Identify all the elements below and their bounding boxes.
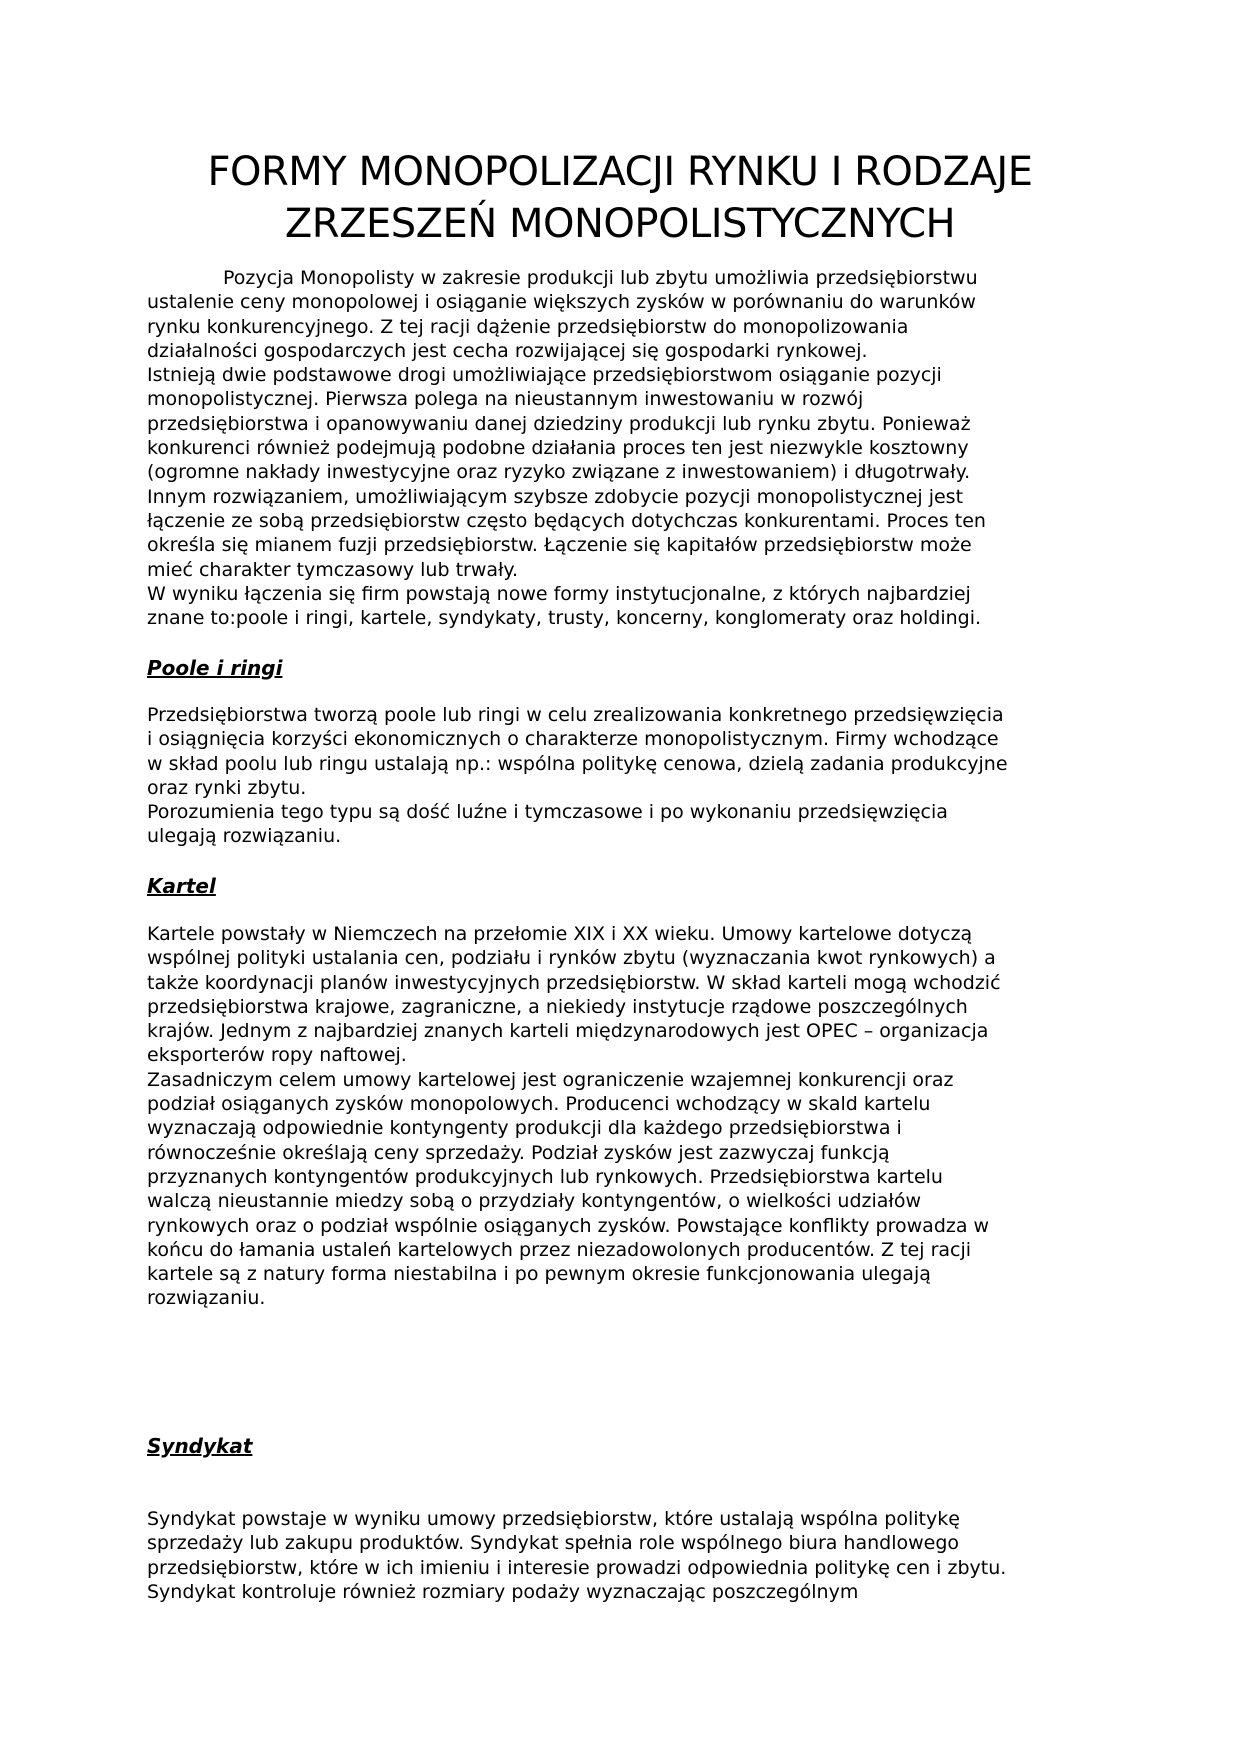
text-line: równocześnie określają ceny sprzedaży. Podział zysków jest zazwyczaj funkcją bbox=[147, 1141, 890, 1164]
text-line: W wyniku łączenia się firm powstają nowe formy instytucjonalne, z których najbardziej bbox=[147, 582, 971, 605]
text-line: działalności gospodarczych jest cecha rozwijającej się gospodarki rynkowej. bbox=[147, 339, 868, 362]
text-line: znane to:poole i ringi, kartele, syndykaty, trusty, koncerny, konglomeraty oraz holdingi. bbox=[147, 607, 982, 630]
text-line: wspólnej polityki ustalania cen, podziału i rynków zbytu (wyznaczania kwot rynkowych) a bbox=[147, 947, 996, 970]
text-line: rynku konkurencyjnego. Z tej racji dążenie przedsiębiorstw do monopolizowania bbox=[147, 315, 909, 338]
text-line: także koordynacji planów inwestycyjnych przedsiębiorstw. W skład karteli mogą wchodzić bbox=[147, 971, 1001, 994]
text-line: podział osiąganych zysków monopolowych. Producenci wchodzący w skald kartelu bbox=[147, 1093, 931, 1116]
section-heading-poole: Poole i ringi bbox=[147, 656, 283, 680]
text-line: (ogromne nakłady inwestycyjne oraz ryzyko związane z inwestowaniem) i długotrwały. bbox=[147, 461, 971, 484]
text-line: mieć charakter tymczasowy lub trwały. bbox=[147, 558, 518, 581]
text-line: kartele są z natury forma niestabilna i po pewnym okresie funkcjonowania ulegają bbox=[147, 1263, 931, 1286]
title-line-2: ZRZESZEŃ MONOPOLISTYCZNYCH bbox=[284, 201, 956, 247]
poole-paragraph bbox=[147, 703, 1107, 849]
syndykat-paragraph bbox=[147, 1507, 1107, 1604]
intro-paragraph bbox=[147, 266, 1107, 630]
page-title bbox=[100, 146, 1140, 250]
text-line: przyznanych kontyngentów produkcyjnych lub rynkowych. Przedsiębiorstwa kartelu bbox=[147, 1165, 943, 1188]
text-line: wyznaczają odpowiednie kontyngenty produkcji dla każdego przedsiębiorstwa i bbox=[147, 1117, 902, 1140]
section-heading-syndykat: Syndykat bbox=[147, 1434, 253, 1458]
text-line: Istnieją dwie podstawowe drogi umożliwiające przedsiębiorstwom osiąganie pozycji bbox=[147, 364, 942, 387]
text-line: określa się mianem fuzji przedsiębiorstw. Łączenie się kapitałów przedsiębiorstw może bbox=[147, 534, 972, 557]
kartel-paragraph bbox=[147, 922, 1107, 1311]
text-line: przedsiębiorstw, które w ich imieniu i interesie prowadzi odpowiednia politykę cen i zbytu. bbox=[147, 1556, 1007, 1579]
section-heading-kartel: Kartel bbox=[147, 874, 216, 898]
text-line: walczą nieustannie miedzy sobą o przydziały kontyngentów, o wielkości udziałów bbox=[147, 1190, 921, 1213]
text-line: łączenie ze sobą przedsiębiorstw często będących dotychczas konkurentami. Proces ten bbox=[147, 509, 986, 532]
text-line: Kartele powstały w Niemczech na przełomie XIX i XX wieku. Umowy kartelowe dotyczą bbox=[147, 923, 973, 945]
text-line: końcu do łamania ustaleń kartelowych przez niezadowolonych producentów. Z tej racji bbox=[147, 1238, 972, 1261]
text-line: Syndykat powstaje w wyniku umowy przedsiębiorstw, które ustalają wspólna politykę bbox=[147, 1508, 960, 1530]
text-line: eksporterów ropy naftowej. bbox=[147, 1044, 407, 1067]
text-line: Innym rozwiązaniem, umożliwiającym szybsze zdobycie pozycji monopolistycznej jest bbox=[147, 485, 964, 508]
text-line: krajów. Jednym z najbardziej znanych karteli międzynarodowych jest OPEC – organizacja bbox=[147, 1020, 989, 1043]
text-line: Porozumienia tego typu są dość luźne i tymczasowe i po wykonaniu przedsięwzięcia bbox=[147, 801, 948, 824]
text-line: Pozycja Monopolisty w zakresie produkcji lub zbytu umożliwia przedsiębiorstwu bbox=[223, 267, 978, 289]
text-line: przedsiębiorstwa i opanowywaniu danej dziedziny produkcji lub rynku zbytu. Ponieważ bbox=[147, 412, 971, 435]
text-line: Przedsiębiorstwa tworzą poole lub ringi w celu zrealizowania konkretnego przedsięwzięcia bbox=[147, 704, 1004, 726]
text-line: ulegają rozwiązaniu. bbox=[147, 825, 342, 848]
text-line: w skład poolu lub ringu ustalają np.: wspólna politykę cenowa, dzielą zadania produkcyjne bbox=[147, 752, 1008, 775]
text-line: Zasadniczym celem umowy kartelowej jest ograniczenie wzajemnej konkurencji oraz bbox=[147, 1068, 954, 1091]
text-line: konkurenci również podejmują podobne działania proces ten jest niezwykle kosztowny bbox=[147, 437, 969, 460]
text-line: Syndykat kontroluje również rozmiary podaży wyznaczając poszczególnym bbox=[147, 1580, 859, 1603]
text-line: rozwiązaniu. bbox=[147, 1287, 266, 1310]
text-line: ustalenie ceny monopolowej i osiąganie większych zysków w porównaniu do warunków bbox=[147, 291, 976, 314]
text-line: monopolistycznej. Pierwsza polega na nieustannym inwestowaniu w rozwój bbox=[147, 388, 864, 411]
text-line: sprzedaży lub zakupu produktów. Syndykat spełnia role wspólnego biura handlowego bbox=[147, 1532, 960, 1555]
title-line-1: FORMY MONOPOLIZACJI RYNKU I RODZAJE bbox=[207, 149, 1033, 195]
text-line: przedsiębiorstwa krajowe, zagraniczne, a niekiedy instytucje rządowe poszczególnych bbox=[147, 995, 968, 1018]
text-line: rynkowych oraz o podział wspólnie osiąganych zysków. Powstające konflikty prowadza w bbox=[147, 1214, 990, 1237]
text-line: i osiągnięcia korzyści ekonomicznych o charakterze monopolistycznym. Firmy wchodzące bbox=[147, 728, 999, 751]
text-line: oraz rynki zbytu. bbox=[147, 776, 307, 799]
